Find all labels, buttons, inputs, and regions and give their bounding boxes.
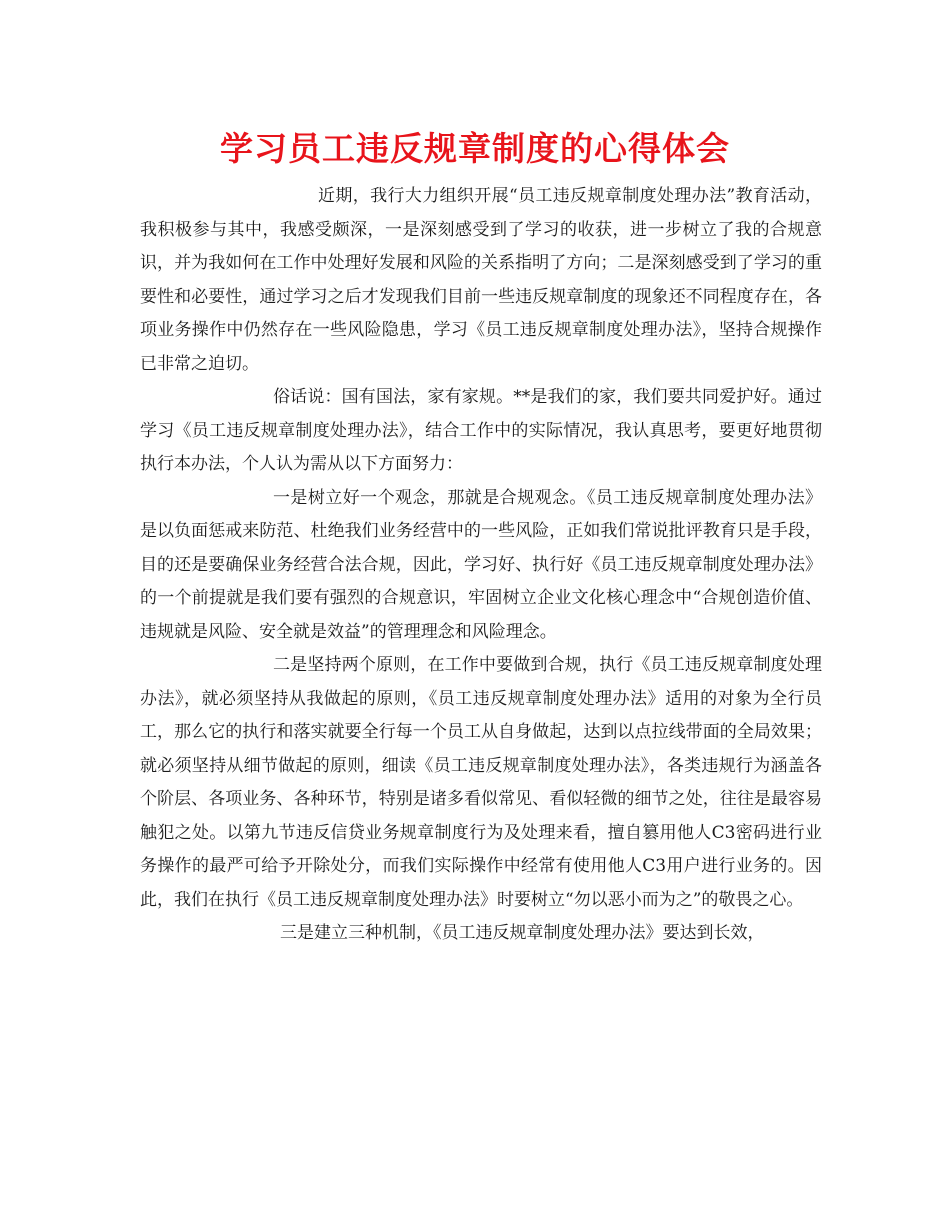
document-body xyxy=(140,180,822,951)
paragraph-point-two: 二是坚持两个原则，在工作中要做到合规，执行《员工违反规章制度处理办法》，就必须坚持从我做起的原则，《员工违反规章制度处理办法》适用的对象为全行员工，那么它的执行和落实就要全行每一个员工从自身做起，达到以点拉线带面的全局效果；就必须坚持从细节做起的原则，细读《员工违反规章制度处理办法》，各类违规行为涵盖各个阶层、各项业务、各种环节，特别是诸多看似常见、看似轻微的细节之处，往往是最容易触犯之处。以第九节违反信贷业务规章制度行为及处理来看，擅自篡用他人C3密码进行业务操作的最严可给予开除处分，而我们实际操作中经常有使用他人C3用户进行业务的。因此，我们在执行《员工违反规章制度处理办法》时要树立“勿以恶小而为之”的敬畏之心。 xyxy=(140,655,822,910)
paragraph-point-three: 三是建立三种机制，《员工违反规章制度处理办法》要达到长效， xyxy=(280,923,765,943)
document-title: 学习员工违反规章制度的心得体会 xyxy=(220,129,730,168)
paragraph-point-one: 一是树立好一个观念，那就是合规观念。《员工违反规章制度处理办法》是以负面惩戒来防范、杜绝我们业务经营中的一些风险，正如我们常说批评教育只是手段，目的还是要确保业务经营合法合规，因此，学习好、执行好《员工违反规章制度处理办法》的一个前提就是我们要有强烈的合规意识，牢固树立企业文化核心理念中“合规创造价值、违规就是风险、安全就是效益”的管理理念和风险理念。 xyxy=(140,487,822,642)
paragraph-saying: 俗话说：国有国法，家有家规。**是我们的家，我们要共同爱护好。通过学习《员工违反规章制度处理办法》，结合工作中的实际情况，我认真思考，要更好地贯彻执行本办法，个人认为需从以下方面努力： xyxy=(140,387,822,474)
paragraph-intro: 近期，我行大力组织开展“员工违反规章制度处理办法”教育活动，我积极参与其中，我感受颇深，一是深刻感受到了学习的收获，进一步树立了我的合规意识，并为我如何在工作中处理好发展和风险的关系指明了方向；二是深刻感受到了学习的重要性和必要性，通过学习之后才发现我们目前一些违反规章制度的现象还不同程度存在，各项业务操作中仍然存在一些风险隐患，学习《员工违反规章制度处理办法》，坚持合规操作已非常之迫切。 xyxy=(140,186,822,374)
